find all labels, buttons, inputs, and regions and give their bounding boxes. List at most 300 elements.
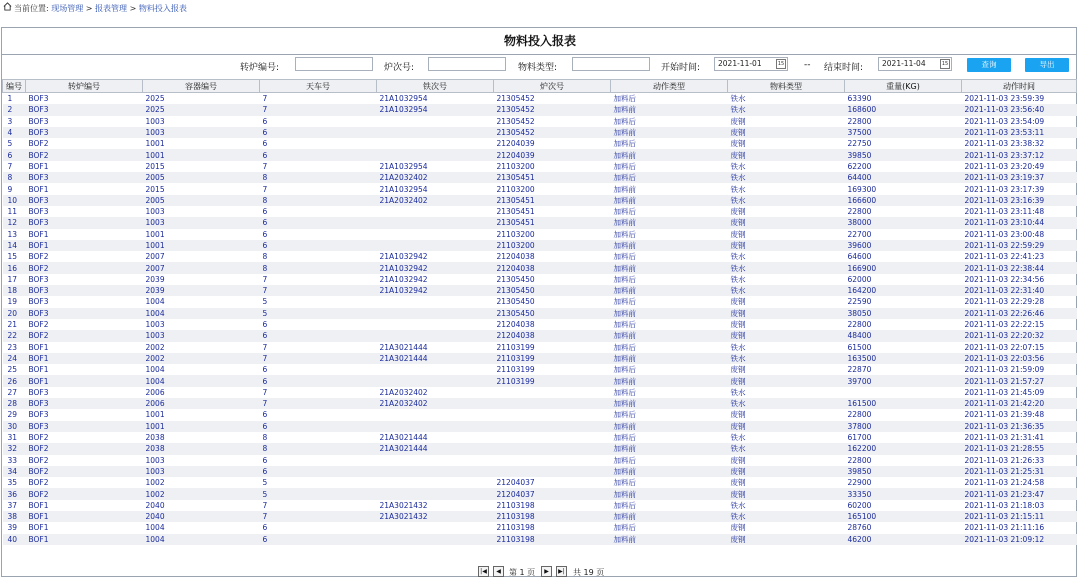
cell-material-type: 废钢: [728, 421, 845, 432]
cell-iron-batch: 21A1032954: [377, 104, 494, 115]
cell-crane: 7: [262, 274, 268, 284]
cell-index: 16: [3, 262, 26, 273]
table-row[interactable]: [3, 93, 1077, 105]
cell-action-type: 加料后: [613, 365, 636, 375]
table-row[interactable]: [3, 488, 1077, 499]
cell-weight: [845, 387, 962, 398]
cell-material-type: 废钢: [728, 127, 845, 138]
cell-iron-batch: 21A1032954: [379, 184, 428, 194]
breadcrumb-separator: >: [85, 4, 93, 13]
cell-action-type: 加料前: [611, 195, 728, 206]
table-row[interactable]: [3, 285, 1077, 296]
export-button[interactable]: 导出: [1025, 58, 1069, 72]
cell-heat: 21103200: [496, 184, 535, 194]
table-row[interactable]: [3, 466, 1077, 477]
cell-converter: BOF2: [28, 478, 49, 488]
cell-action-time: 2021-11-03 23:37:12: [962, 149, 1077, 160]
cell-container: 1003: [143, 466, 260, 477]
title-divider: [1, 54, 1077, 55]
cell-container: 2015: [145, 161, 165, 171]
cell-heat: 21305452: [494, 127, 611, 138]
cell-converter: BOF3: [26, 217, 143, 228]
cell-heat: [494, 432, 611, 443]
cell-converter: BOF2: [26, 330, 143, 341]
cell-action-type: 加料后: [613, 342, 636, 352]
cell-index: 40: [3, 534, 26, 545]
table-row[interactable]: [3, 240, 1077, 251]
cell-heat: 21103200: [496, 161, 535, 171]
cell-weight: 166600: [845, 195, 962, 206]
cell-material-type: 废钢: [730, 410, 746, 420]
cell-crane: 8: [260, 443, 377, 454]
table-row[interactable]: [3, 534, 1077, 545]
cell-heat: [494, 455, 611, 466]
cell-material-type: 废钢: [728, 375, 845, 386]
cell-crane: 5: [262, 297, 268, 307]
cell-converter: BOF1: [26, 240, 143, 251]
cell-action-type: 加料前: [611, 104, 728, 115]
cell-iron-batch: [377, 466, 494, 477]
table-row[interactable]: [3, 195, 1077, 206]
cell-converter: BOF1: [28, 184, 49, 194]
cell-material-type: 废钢: [730, 455, 746, 465]
cell-action-time: 2021-11-03 21:59:09: [964, 365, 1045, 375]
cell-iron-batch: 21A2032402: [377, 398, 494, 409]
cell-action-time: 2021-11-03 23:11:48: [964, 207, 1045, 217]
cell-weight: 28760: [847, 523, 872, 533]
cell-iron-batch: [377, 522, 494, 533]
cell-action-type: 加料后: [613, 478, 636, 488]
cell-index: 27: [7, 387, 18, 397]
cell-action-type: 加料前: [611, 511, 728, 522]
table-row[interactable]: [3, 183, 1077, 194]
material-type-input[interactable]: [572, 57, 650, 71]
cell-heat: [494, 466, 611, 477]
cell-container: 2039: [143, 285, 260, 296]
table-row[interactable]: [3, 443, 1077, 454]
cell-weight: 163500: [845, 353, 962, 364]
cell-crane: 6: [260, 149, 377, 160]
col-header-action-time[interactable]: 动作时间: [962, 80, 1077, 93]
cell-action-time: 2021-11-03 21:45:09: [964, 387, 1045, 397]
table-row[interactable]: [3, 149, 1077, 160]
cell-weight: 60200: [847, 500, 872, 510]
last-page-button[interactable]: ▶|: [556, 566, 567, 577]
cell-action-type: 加料前: [611, 534, 728, 545]
cell-action-time: 2021-11-03 21:11:16: [964, 523, 1045, 533]
cell-material-type: 铁水: [728, 511, 845, 522]
cell-weight: 22800: [847, 207, 872, 217]
cell-material-type: 铁水: [728, 195, 845, 206]
cell-material-type: 铁水: [730, 184, 746, 194]
cell-converter: BOF2: [26, 262, 143, 273]
cell-action-time: 2021-11-03 21:24:58: [964, 478, 1045, 488]
cell-material-type: 废钢: [728, 149, 845, 160]
cell-action-time: 2021-11-03 21:42:20: [962, 398, 1077, 409]
cell-iron-batch: 21A1032954: [379, 161, 428, 171]
table-row[interactable]: [3, 116, 1077, 127]
cell-weight: 165100: [845, 511, 962, 522]
table-row[interactable]: [3, 104, 1077, 115]
cell-crane: 6: [260, 127, 377, 138]
table-row[interactable]: [3, 206, 1077, 217]
table-row[interactable]: [3, 262, 1077, 273]
cell-iron-batch: 21A1032942: [377, 285, 494, 296]
col-header-index[interactable]: 编号: [3, 80, 26, 93]
cell-container: 1004: [143, 308, 260, 319]
table-row[interactable]: [3, 511, 1077, 522]
converter-input[interactable]: [295, 57, 373, 71]
cell-action-time: 2021-11-03 21:28:55: [962, 443, 1077, 454]
cell-container: 1003: [143, 330, 260, 341]
cell-container: 1003: [145, 320, 165, 330]
cell-index: 1: [7, 94, 13, 104]
cell-action-time: 2021-11-03 22:38:44: [962, 262, 1077, 273]
cell-index: 34: [3, 466, 26, 477]
cell-action-time: 2021-11-03 23:56:40: [962, 104, 1077, 115]
cell-converter: BOF3: [26, 398, 143, 409]
cell-action-type: 加料后: [613, 387, 636, 397]
table-row[interactable]: [3, 455, 1077, 466]
cell-converter: BOF3: [26, 172, 143, 183]
end-date-input[interactable]: [878, 57, 952, 71]
cell-converter: BOF2: [28, 139, 49, 149]
cell-converter: BOF2: [26, 488, 143, 499]
cell-crane: 7: [260, 398, 377, 409]
table-row[interactable]: [3, 387, 1077, 398]
cell-converter: BOF3: [26, 421, 143, 432]
cell-crane: 6: [262, 320, 268, 330]
cell-material-type: 铁水: [728, 443, 845, 454]
cell-index: 5: [7, 139, 13, 149]
col-header-iron-batch[interactable]: 铁次号: [377, 80, 494, 93]
cell-heat: [494, 421, 611, 432]
cell-crane: 7: [260, 104, 377, 115]
cell-crane: 8: [260, 172, 377, 183]
cell-weight: 169300: [847, 184, 877, 194]
cell-index: 39: [7, 523, 18, 533]
cell-material-type: 废钢: [728, 217, 845, 228]
page-title: 物料投入报表: [503, 34, 576, 48]
cell-container: 1004: [145, 365, 165, 375]
cell-index: 14: [3, 240, 26, 251]
cell-material-type: 铁水: [728, 262, 845, 273]
cell-action-type: 加料前: [611, 443, 728, 454]
cell-heat: 21305451: [494, 217, 611, 228]
cell-iron-batch: [377, 206, 494, 217]
cell-index: 31: [7, 433, 18, 443]
converter-label: 转炉编号:: [240, 63, 280, 73]
cell-iron-batch: [377, 116, 494, 127]
cell-heat: 21103198: [494, 534, 611, 545]
col-header-weight[interactable]: 重量(KG): [845, 80, 962, 93]
cell-weight: 22750: [847, 139, 872, 149]
cell-weight: 22700: [847, 229, 872, 239]
cell-container: 2006: [145, 387, 165, 397]
next-page-button[interactable]: ▶: [541, 566, 552, 577]
cell-converter: BOF3: [26, 104, 143, 115]
table-row[interactable]: [3, 172, 1077, 183]
cell-iron-batch: [377, 308, 494, 319]
cell-heat: 21305452: [496, 116, 535, 126]
table-row[interactable]: [3, 274, 1077, 285]
cell-material-type: 废钢: [728, 488, 845, 499]
table-row[interactable]: [3, 319, 1077, 330]
cell-iron-batch: 21A3021432: [379, 500, 428, 510]
cell-action-time: 2021-11-03 22:41:23: [964, 252, 1045, 262]
cell-index: 9: [7, 184, 13, 194]
cell-material-type: 铁水: [728, 172, 845, 183]
cell-heat: 21103200: [494, 240, 611, 251]
cell-container: 1003: [145, 455, 165, 465]
cell-container: 1001: [145, 410, 165, 420]
cell-index: 28: [3, 398, 26, 409]
cell-action-type: 加料前: [611, 398, 728, 409]
cell-material-type: 铁水: [730, 94, 746, 104]
heat-input[interactable]: [428, 57, 506, 71]
cell-converter: BOF1: [26, 353, 143, 364]
cell-action-type: 加料前: [611, 330, 728, 341]
cell-converter: BOF3: [28, 207, 49, 217]
table-row[interactable]: [3, 500, 1077, 511]
end-date-value: 2021-11-04: [882, 59, 926, 68]
cell-weight: 64600: [847, 252, 872, 262]
cell-weight: 37500: [845, 127, 962, 138]
cell-index: 26: [3, 375, 26, 386]
cell-converter: BOF1: [28, 229, 49, 239]
cell-weight: 22800: [847, 410, 872, 420]
table-row[interactable]: [3, 522, 1077, 533]
query-button[interactable]: 查询: [967, 58, 1011, 72]
date-range-dash: --: [804, 60, 811, 70]
cell-material-type: 废钢: [730, 139, 746, 149]
cell-material-type: 铁水: [728, 353, 845, 364]
cell-material-type: 废钢: [730, 365, 746, 375]
cell-material-type: 铁水: [730, 387, 746, 397]
cell-heat: 21103198: [496, 523, 535, 533]
cell-material-type: 铁水: [730, 274, 746, 284]
cell-converter: BOF1: [26, 534, 143, 545]
cell-action-time: 2021-11-03 21:39:48: [964, 410, 1045, 420]
cell-heat: [494, 387, 611, 398]
cell-action-time: 2021-11-03 22:34:56: [964, 274, 1045, 284]
cell-heat: 21204038: [496, 320, 535, 330]
table-row[interactable]: [3, 364, 1077, 375]
table-row[interactable]: [3, 229, 1077, 240]
cell-action-time: 2021-11-03 22:20:32: [962, 330, 1077, 341]
cell-crane: 7: [262, 342, 268, 352]
cell-container: 2007: [145, 252, 165, 262]
cell-action-time: 2021-11-03 21:23:47: [962, 488, 1077, 499]
breadcrumb-item-site[interactable]: 现场管理: [51, 4, 84, 13]
calendar-icon[interactable]: 15: [941, 61, 949, 67]
table-row[interactable]: [3, 138, 1077, 149]
cell-action-type: 加料后: [613, 161, 636, 171]
cell-index: 13: [7, 229, 18, 239]
cell-action-type: 加料前: [611, 466, 728, 477]
table-row[interactable]: [3, 217, 1077, 228]
cell-iron-batch: [377, 149, 494, 160]
cell-crane: 7: [260, 511, 377, 522]
cell-iron-batch: 21A1032942: [377, 262, 494, 273]
cell-action-time: 2021-11-03 23:54:09: [964, 116, 1045, 126]
total-pages-label: 共 19 页: [573, 568, 605, 577]
cell-weight: 46200: [845, 534, 962, 545]
cell-heat: 21204037: [494, 488, 611, 499]
cell-heat: 21103199: [496, 342, 535, 352]
table-row[interactable]: [3, 251, 1077, 262]
cell-iron-batch: [377, 138, 494, 149]
cell-container: 1001: [143, 149, 260, 160]
table-row[interactable]: [3, 330, 1077, 341]
col-header-heat[interactable]: 炉次号: [494, 80, 611, 93]
cell-action-time: 2021-11-03 22:59:29: [962, 240, 1077, 251]
col-header-crane[interactable]: 天车号: [260, 80, 377, 93]
col-header-action-type[interactable]: 动作类型: [611, 80, 728, 93]
cell-action-time: 2021-11-03 21:31:41: [964, 433, 1045, 443]
cell-action-time: 2021-11-03 23:59:39: [964, 94, 1045, 104]
cell-material-type: 废钢: [730, 297, 746, 307]
cell-iron-batch: 21A3021432: [377, 511, 494, 522]
cell-iron-batch: 21A3021444: [377, 353, 494, 364]
cell-converter: BOF1: [28, 161, 49, 171]
cell-container: 2006: [143, 398, 260, 409]
cell-index: 4: [3, 127, 26, 138]
cell-index: 24: [3, 353, 26, 364]
col-header-material-type[interactable]: 物料类型: [728, 80, 845, 93]
cell-container: 1001: [145, 139, 165, 149]
breadcrumb-separator: >: [129, 4, 137, 13]
cell-crane: 6: [262, 365, 268, 375]
cell-crane: 5: [260, 308, 377, 319]
cell-iron-batch: 21A3021444: [379, 342, 428, 352]
table-row[interactable]: [3, 432, 1077, 443]
cell-container: 1004: [145, 523, 165, 533]
table-row[interactable]: [3, 296, 1077, 307]
start-date-input[interactable]: [714, 57, 788, 71]
cell-converter: BOF2: [28, 433, 49, 443]
cell-container: 1001: [143, 421, 260, 432]
table-row[interactable]: [3, 308, 1077, 319]
cell-material-type: 铁水: [730, 252, 746, 262]
cell-index: 36: [3, 488, 26, 499]
cell-converter: BOF1: [26, 375, 143, 386]
cell-crane: 8: [260, 195, 377, 206]
cell-converter: BOF2: [28, 455, 49, 465]
cell-converter: BOF3: [28, 274, 49, 284]
cell-weight: 166900: [845, 262, 962, 273]
table-row[interactable]: [3, 161, 1077, 172]
cell-iron-batch: [377, 409, 494, 420]
cell-heat: 21204039: [494, 149, 611, 160]
cell-converter: BOF2: [26, 149, 143, 160]
cell-converter: BOF2: [26, 466, 143, 477]
cell-converter: BOF3: [28, 297, 49, 307]
cell-weight: 61500: [847, 342, 872, 352]
cell-converter: BOF3: [28, 387, 49, 397]
cell-converter: BOF1: [28, 500, 49, 510]
cell-crane: 6: [262, 229, 268, 239]
cell-index: 25: [7, 365, 18, 375]
cell-container: 2040: [145, 500, 165, 510]
breadcrumb-prefix: 当前位置:: [14, 4, 49, 13]
first-page-button[interactable]: |◀: [478, 566, 489, 577]
table-row[interactable]: [3, 353, 1077, 364]
calendar-icon[interactable]: 15: [777, 61, 785, 67]
cell-crane: 6: [262, 207, 268, 217]
cell-index: 32: [3, 443, 26, 454]
cell-container: 1001: [145, 229, 165, 239]
cell-heat: 21204038: [496, 252, 535, 262]
cell-action-type: 加料前: [613, 184, 636, 194]
cell-heat: 21204039: [496, 139, 535, 149]
cell-action-type: 加料后: [613, 523, 636, 533]
cell-action-time: 2021-11-03 21:57:27: [962, 375, 1077, 386]
cell-weight: 22800: [847, 116, 872, 126]
cell-weight: 39850: [845, 466, 962, 477]
cell-iron-batch: [377, 127, 494, 138]
cell-action-type: 加料后: [613, 297, 636, 307]
cell-weight: 64400: [845, 172, 962, 183]
cell-weight: 22800: [847, 455, 872, 465]
table-row[interactable]: [3, 409, 1077, 420]
cell-crane: 6: [260, 240, 377, 251]
cell-action-type: 加料前: [611, 285, 728, 296]
cell-container: 1003: [145, 116, 165, 126]
cell-heat: 21305451: [496, 207, 535, 217]
cell-index: 19: [7, 297, 18, 307]
cell-action-type: 加料后: [613, 274, 636, 284]
cell-index: 38: [3, 511, 26, 522]
table-row[interactable]: [3, 421, 1077, 432]
cell-converter: BOF3: [26, 127, 143, 138]
cell-crane: 8: [262, 252, 268, 262]
cell-weight: 161500: [845, 398, 962, 409]
table-row[interactable]: [3, 477, 1077, 488]
heat-label: 炉次号:: [384, 63, 415, 73]
cell-container: 1004: [143, 375, 260, 386]
col-header-container[interactable]: 容器编号: [143, 80, 260, 93]
cell-index: 2: [3, 104, 26, 115]
cell-container: 1003: [145, 207, 165, 217]
table-row[interactable]: [3, 398, 1077, 409]
breadcrumb-item-reports[interactable]: 报表管理: [95, 4, 128, 13]
cell-converter: BOF1: [28, 342, 49, 352]
cell-heat: 21305452: [494, 104, 611, 115]
cell-crane: 5: [260, 488, 377, 499]
cell-container: 2007: [143, 262, 260, 273]
cell-heat: 21305451: [494, 195, 611, 206]
cell-container: 2025: [143, 104, 260, 115]
cell-converter: BOF2: [26, 443, 143, 454]
cell-iron-batch: 21A2032402: [377, 172, 494, 183]
table-row[interactable]: [3, 342, 1077, 353]
cell-converter: BOF2: [28, 320, 49, 330]
prev-page-button[interactable]: ◀: [493, 566, 504, 577]
cell-action-type: 加料后: [613, 139, 636, 149]
table-row[interactable]: [3, 375, 1077, 386]
cell-crane: 6: [260, 217, 377, 228]
cell-crane: 6: [262, 523, 268, 533]
breadcrumb-item-current[interactable]: 物料投入报表: [138, 4, 187, 13]
cell-action-time: 2021-11-03 23:10:44: [962, 217, 1077, 228]
cell-action-time: 2021-11-03 23:16:39: [962, 195, 1077, 206]
cell-heat: 21305451: [494, 172, 611, 183]
col-header-converter[interactable]: 转炉编号: [26, 80, 143, 93]
cell-converter: BOF3: [28, 94, 49, 104]
cell-weight: 39700: [845, 375, 962, 386]
table-row[interactable]: [3, 127, 1077, 138]
